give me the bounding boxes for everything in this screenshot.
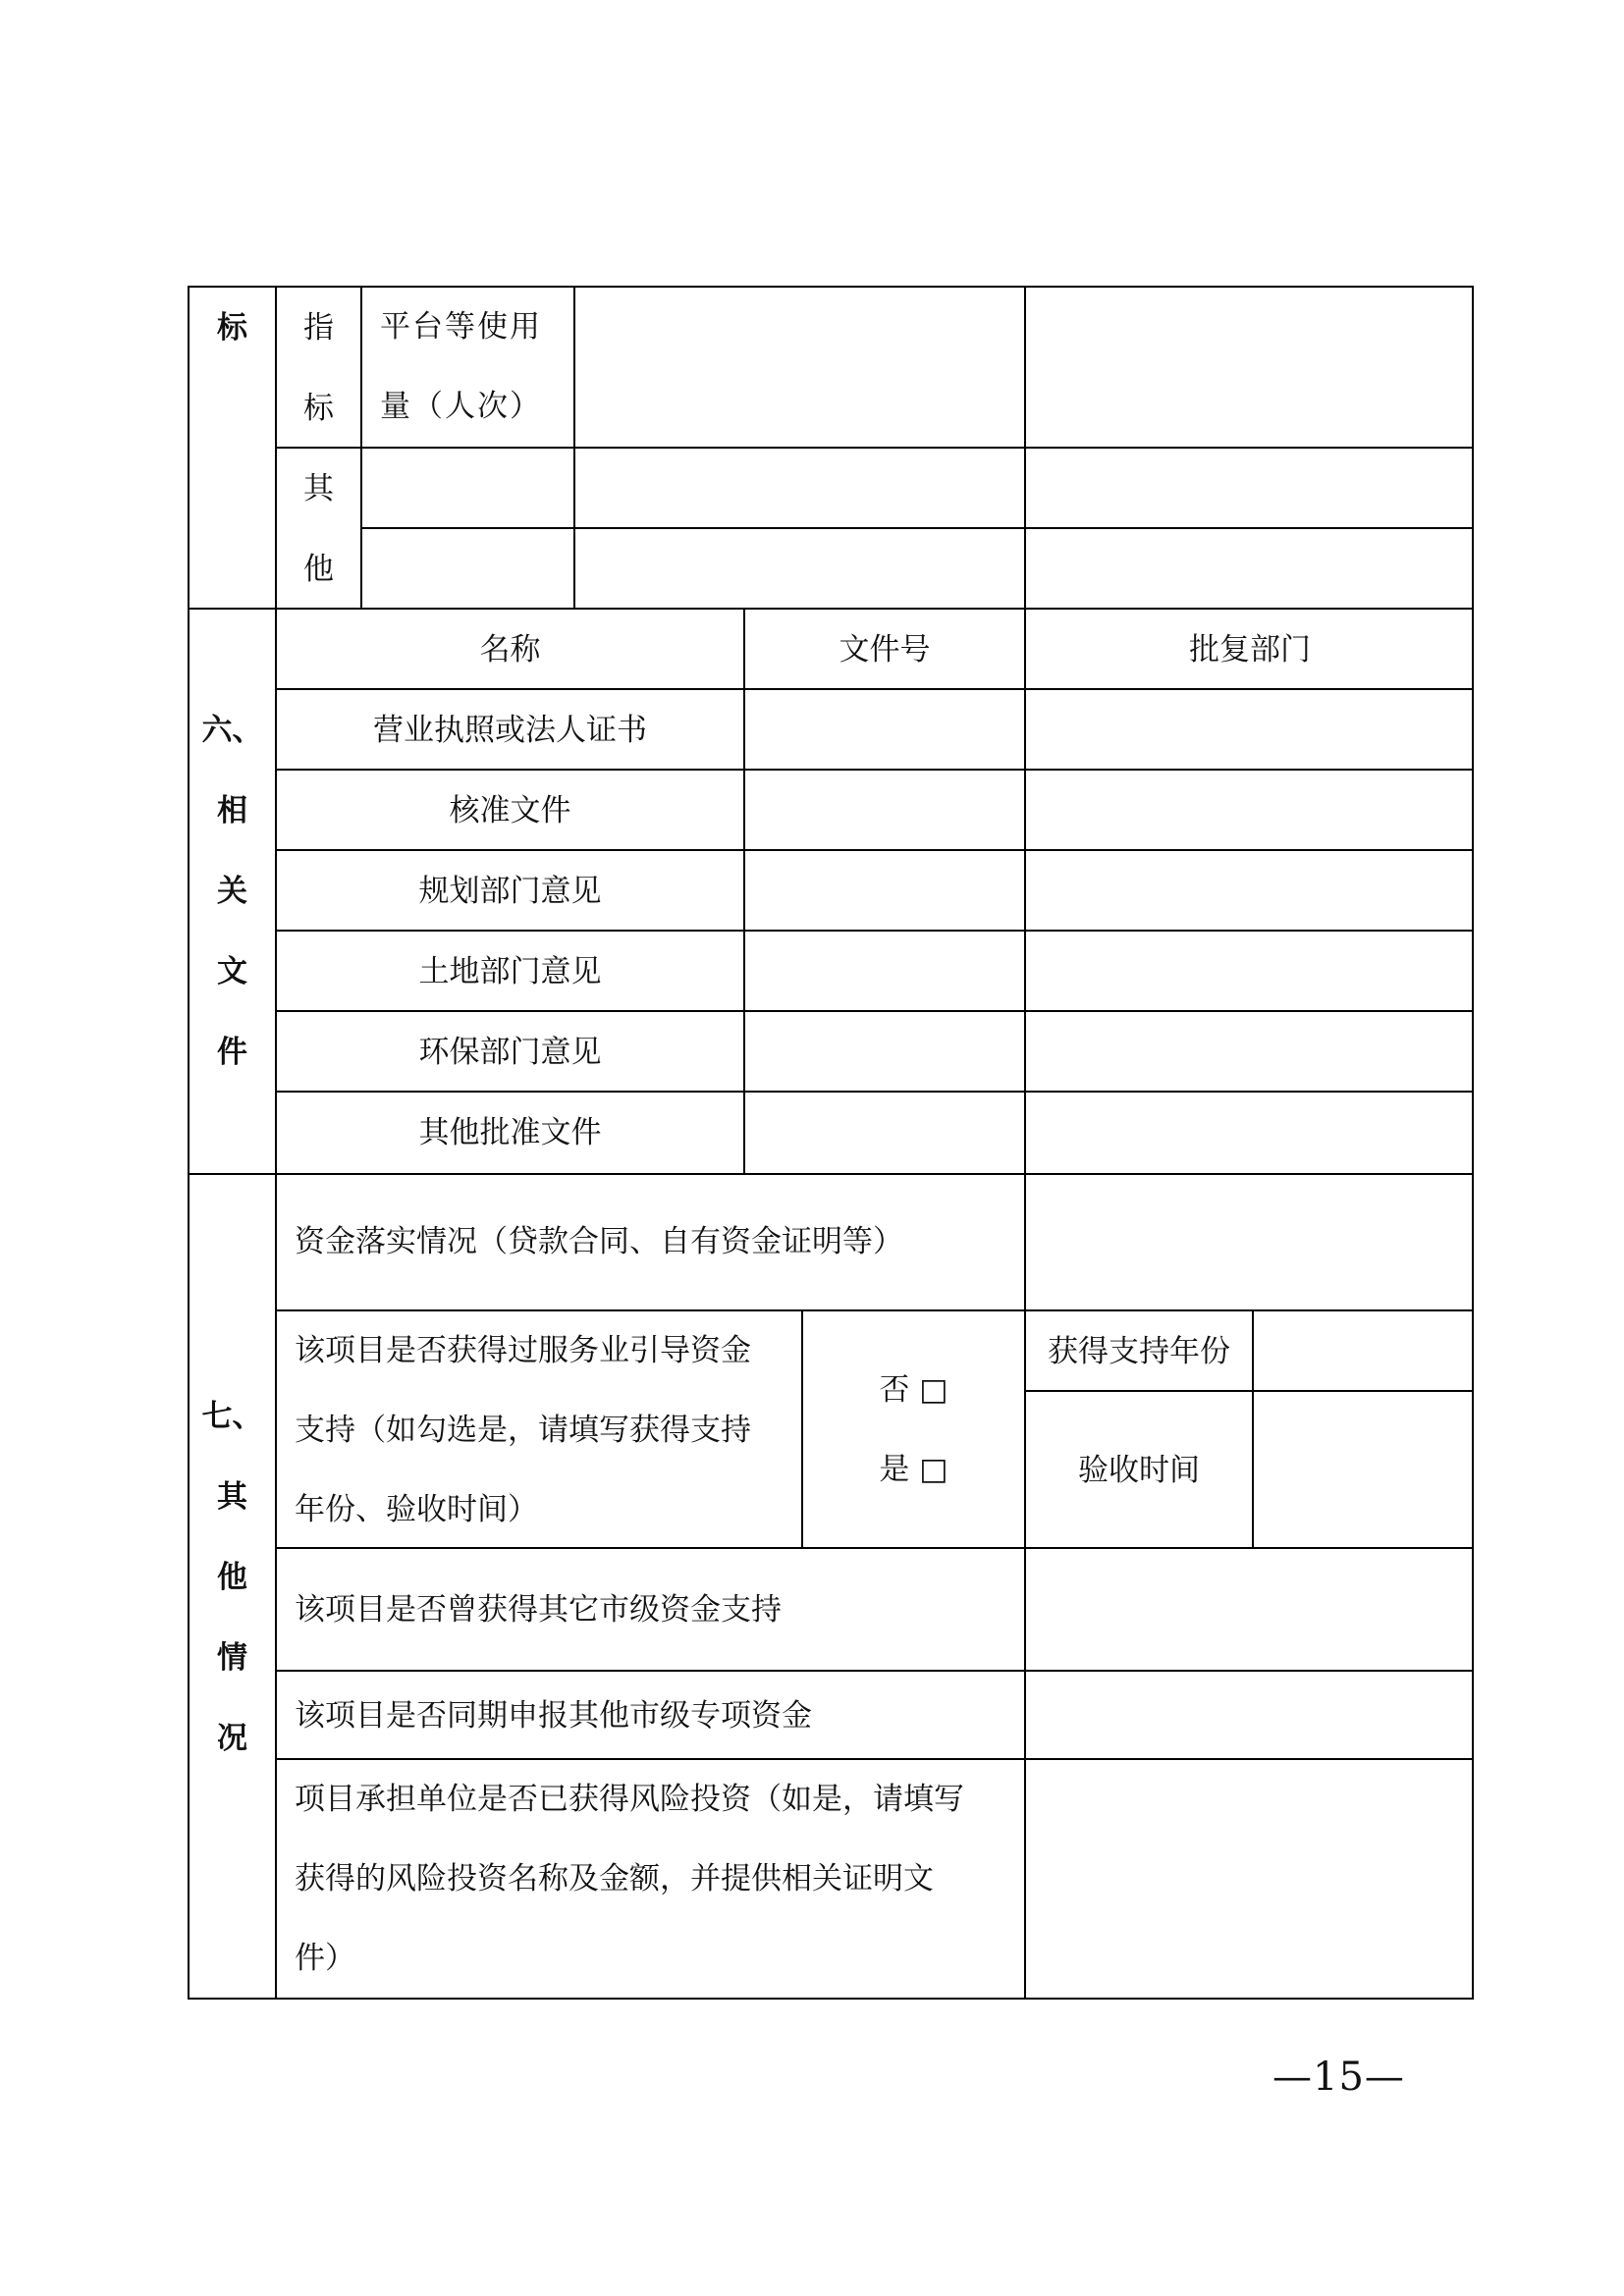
column-name-header: 名称 [275,608,743,688]
venture-value [1024,1758,1474,2000]
section6-title: 六、 相 关 文 件 [188,608,275,1173]
guide-fund-options [801,1309,1024,1547]
other-remark-2 [1024,527,1474,608]
doc-row-docno [743,1091,1024,1173]
acceptance-time-value [1252,1390,1474,1547]
concurrent-fund-label: 该项目是否同期申报其他市级专项资金 [275,1670,1024,1758]
doc-row-docno [743,769,1024,849]
doc-row-name: 规划部门意见 [275,849,743,930]
option-no-checkbox[interactable]: 否 □ [879,1372,948,1408]
support-year-value [1252,1309,1474,1390]
doc-row-docno [743,688,1024,769]
funding-status-label: 资金落实情况（贷款合同、自有资金证明等） [275,1173,1024,1309]
doc-row-name: 其他批准文件 [275,1091,743,1173]
metric-label: 平台等使用 量（人次） [360,286,573,447]
other-label: 其 他 [275,447,360,608]
venture-question: 项目承担单位是否已获得风险投资（如是，请填写 获得的风险投资名称及金额，并提供相关证明文 件） [275,1758,1024,2000]
doc-row-docno [743,930,1024,1010]
guide-fund-question: 该项目是否获得过服务业引导资金 支持（如勾选是，请填写获得支持 年份、验收时间） [275,1309,801,1547]
doc-row-name: 土地部门意见 [275,930,743,1010]
doc-row-name: 核准文件 [275,769,743,849]
other-remark-1 [1024,447,1474,527]
acceptance-time-label: 验收时间 [1024,1390,1252,1547]
other-value-2 [573,527,1024,608]
doc-row-dept [1024,1091,1474,1173]
doc-row-dept [1024,930,1474,1010]
other-value-1 [573,447,1024,527]
doc-row-docno [743,1010,1024,1091]
page-number: —15— [1272,2055,1405,2100]
doc-row-docno [743,849,1024,930]
doc-row-dept [1024,688,1474,769]
doc-row-name: 环保部门意见 [275,1010,743,1091]
doc-row-name: 营业执照或法人证书 [275,688,743,769]
section5-header: 标 [188,286,275,608]
column-dept-header: 批复部门 [1024,608,1474,688]
support-year-label: 获得支持年份 [1024,1309,1252,1390]
concurrent-fund-value [1024,1670,1474,1758]
metric-remark [1024,286,1474,447]
option-yes-checkbox[interactable]: 是 □ [879,1452,948,1487]
column-docno-header: 文件号 [743,608,1024,688]
other-city-fund-label: 该项目是否曾获得其它市级资金支持 [275,1547,1024,1670]
other-item-1 [360,447,573,527]
other-city-fund-value [1024,1547,1474,1670]
doc-row-dept [1024,849,1474,930]
other-item-2 [360,527,573,608]
doc-row-dept [1024,1010,1474,1091]
section5-sub-label: 指 标 [275,286,360,447]
metric-value [573,286,1024,447]
doc-row-dept [1024,769,1474,849]
section7-title: 七、 其 他 情 况 [188,1173,275,2000]
funding-status-value [1024,1173,1474,1309]
